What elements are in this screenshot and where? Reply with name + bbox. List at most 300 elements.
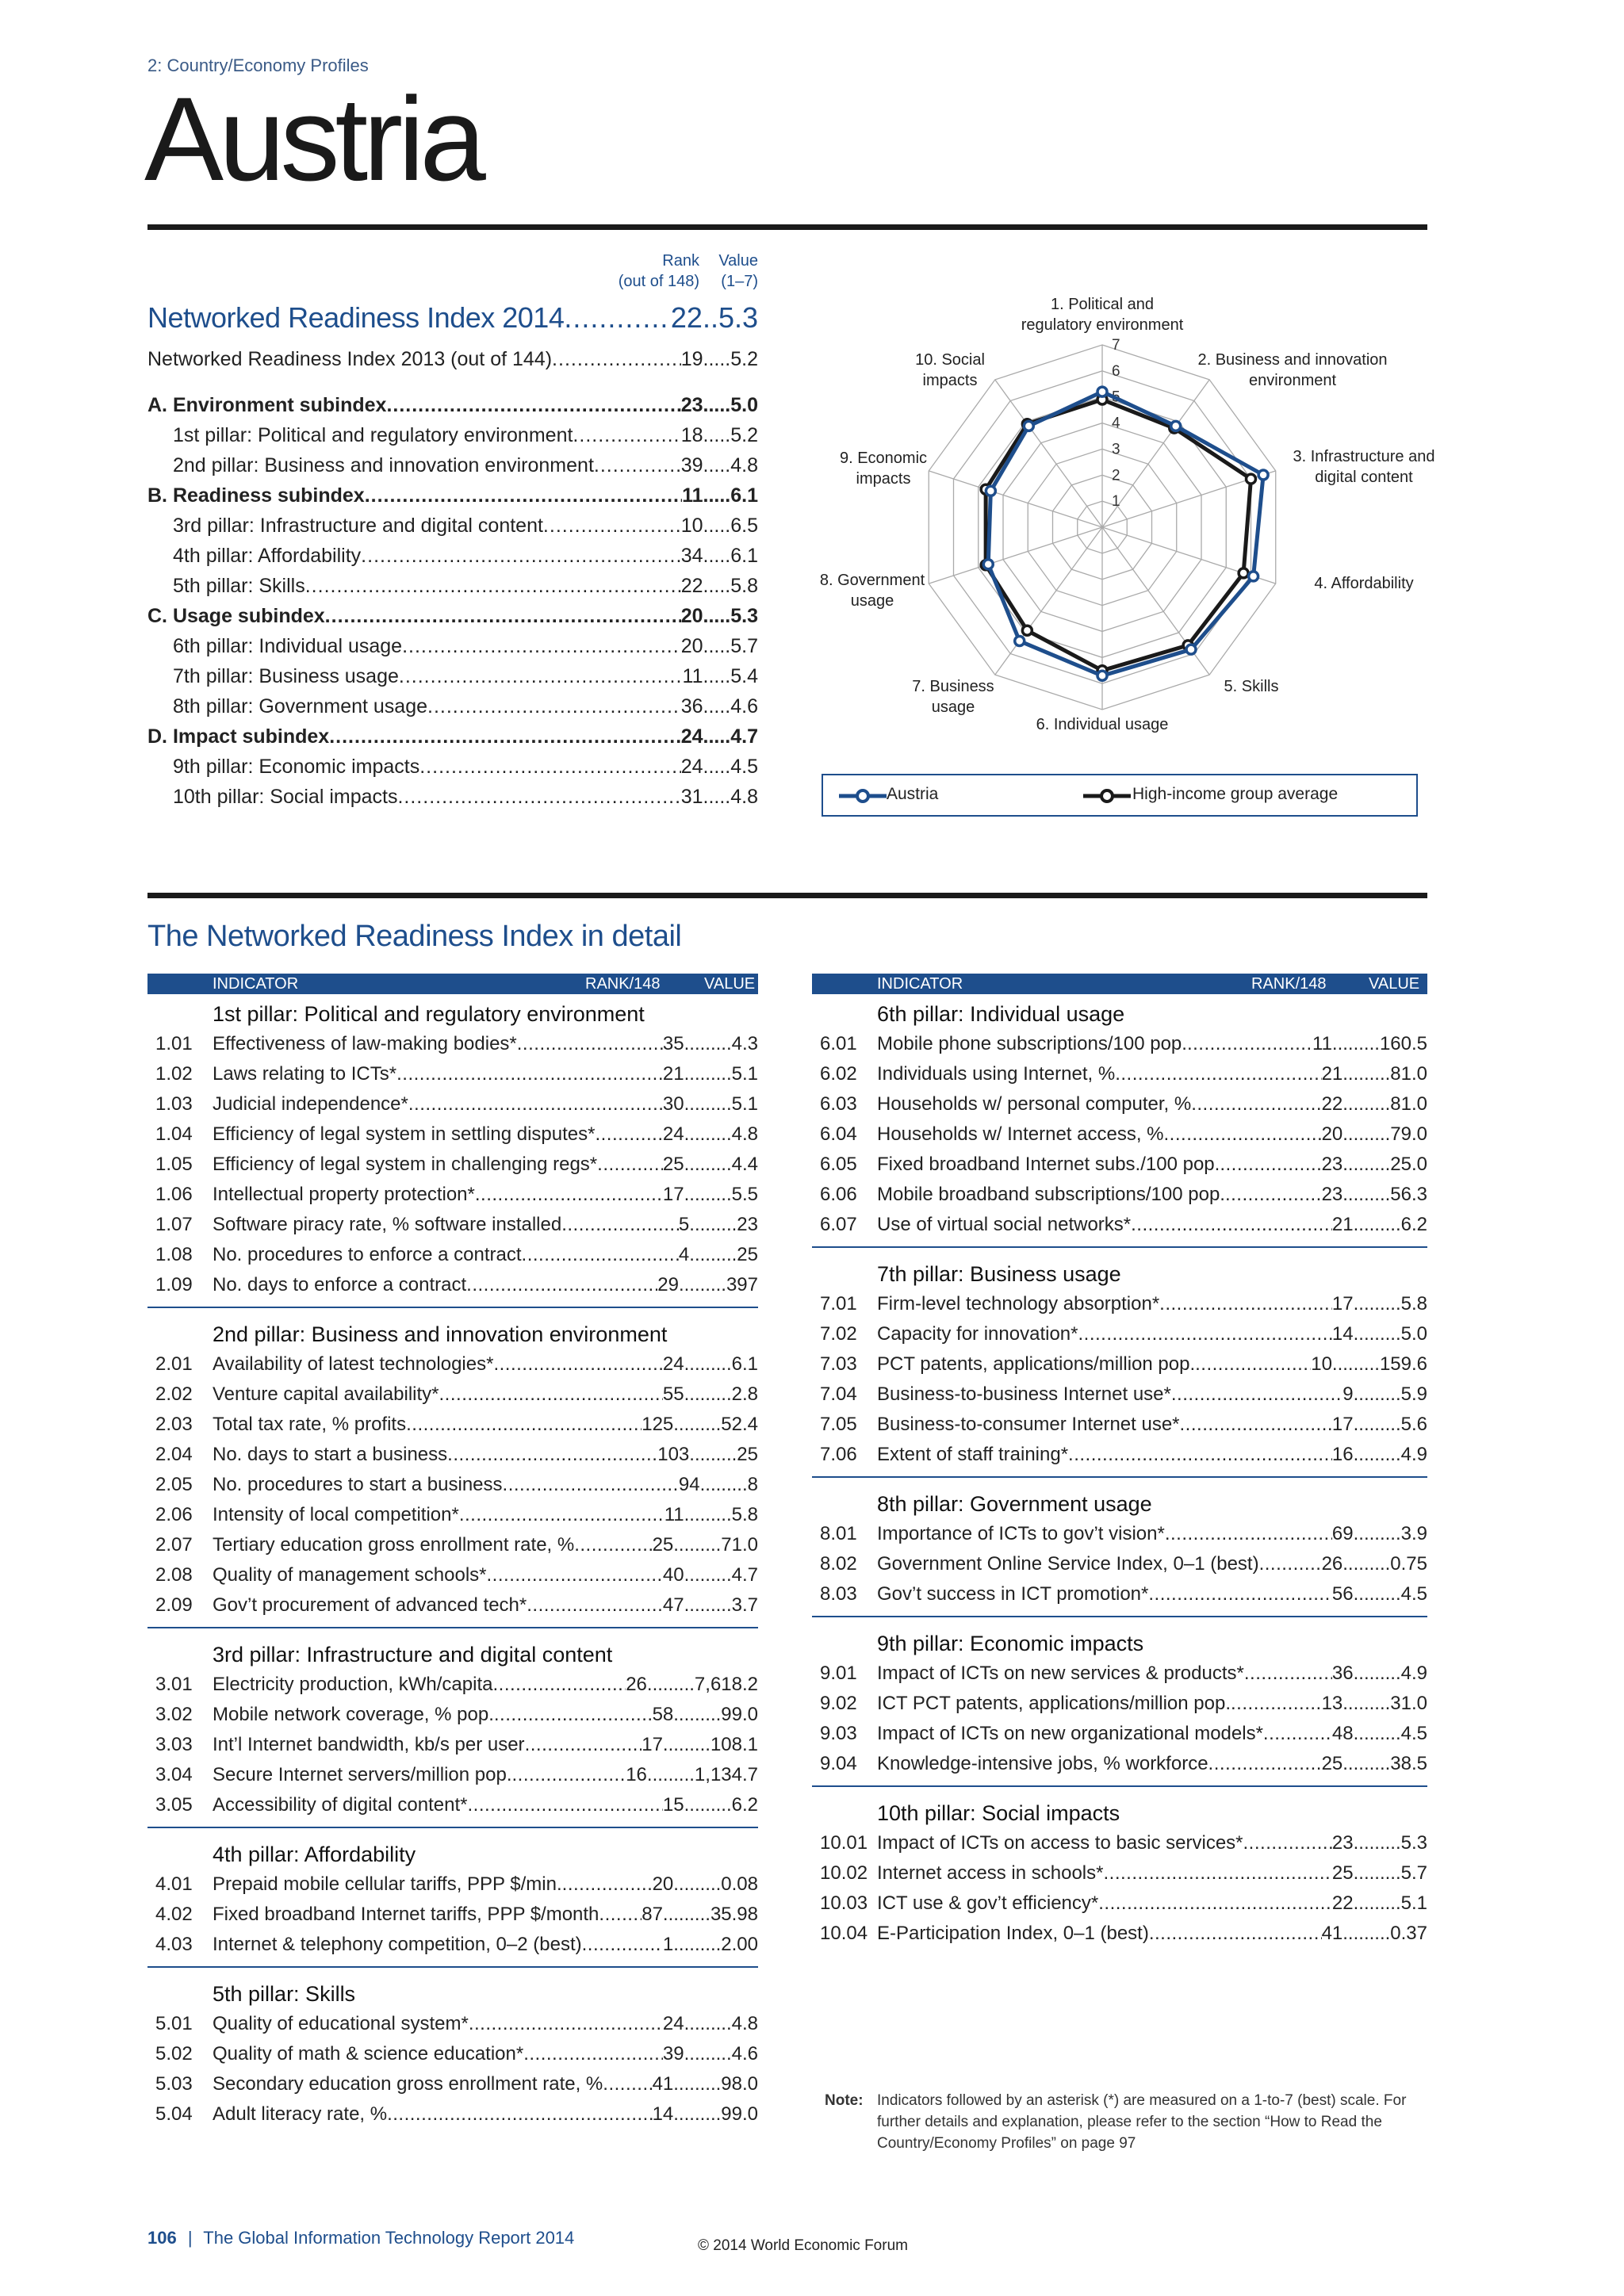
indicator-value: 159.6 bbox=[1379, 1353, 1427, 1375]
indicator-rank: 56 bbox=[1331, 1583, 1354, 1605]
indicator-row: 1.06 Intellectual property protection* ..... 17 ......... 5.5 bbox=[147, 1180, 758, 1210]
indicator-row: 1.01 Effectiveness of law-making bodies* ..... 35 ......... 4.3 bbox=[147, 1029, 758, 1059]
indicator-row: 3.04 Secure Internet servers/million pop. ..... 16 ......... 1,134.7 bbox=[147, 1760, 758, 1790]
indicator-rank: 125 bbox=[642, 1414, 674, 1435]
indicator-rank: 1 bbox=[662, 1934, 674, 1955]
indicator-rank: 17 bbox=[642, 1734, 663, 1755]
indicator-row: 2.04 No. days to start a business ..... 103 ......... 25 bbox=[147, 1440, 758, 1470]
indicator-value: 79.0 bbox=[1390, 1123, 1427, 1145]
axis-label-line: digital content bbox=[1315, 469, 1413, 486]
indicator-value: 160.5 bbox=[1379, 1033, 1427, 1054]
indicator-row: 7.02 Capacity for innovation* ..... 14 ......... 5.0 bbox=[812, 1319, 1427, 1349]
top-rule bbox=[147, 224, 1427, 230]
indicator-name: E-Participation Index, 0–1 (best) bbox=[877, 1923, 1149, 1944]
indicator-value: 5.3 bbox=[1400, 1832, 1427, 1854]
indicator-code: 2.02 bbox=[155, 1383, 193, 1405]
publication-title: The Global Information Technology Report 2014 bbox=[203, 2228, 575, 2248]
indicator-code: 7.03 bbox=[820, 1353, 857, 1375]
indicator-rank: 9 bbox=[1342, 1383, 1354, 1405]
series-point bbox=[1015, 637, 1025, 646]
indicator-row: 2.05 No. procedures to start a business ..... 94 ......... 8 bbox=[147, 1470, 758, 1500]
indicator-row: 7.06 Extent of staff training* ..... 16 ......... 4.9 bbox=[812, 1440, 1427, 1470]
indicator-row: 2.03 Total tax rate, % profits ..... 125 ......... 52.4 bbox=[147, 1410, 758, 1440]
indicator-code: 6.06 bbox=[820, 1184, 857, 1205]
indicator-rank: 25 bbox=[1331, 1862, 1354, 1884]
pillar-block bbox=[812, 1259, 1427, 1478]
indicator-value: 2.00 bbox=[721, 1934, 758, 1955]
indicator-row: 4.03 Internet & telephony competition, 0–2 (best) ..... 1 ......... 2.00 bbox=[147, 1930, 758, 1960]
indicator-name: Quality of educational system* bbox=[213, 2013, 469, 2034]
indicator-name: Mobile phone subscriptions/100 pop. bbox=[877, 1033, 1187, 1054]
indicator-value: 56.3 bbox=[1390, 1184, 1427, 1205]
indicator-row: 2.08 Quality of management schools* ..... 40 ......... 4.7 bbox=[147, 1560, 758, 1590]
indicator-rank: 69 bbox=[1331, 1523, 1354, 1544]
indicator-rank: 10 bbox=[1311, 1353, 1332, 1375]
indicator-value: 7,618.2 bbox=[694, 1674, 758, 1695]
indicator-value: 4.3 bbox=[731, 1033, 758, 1054]
indicator-name: Capacity for innovation* bbox=[877, 1323, 1078, 1345]
indicator-rank: 103 bbox=[657, 1444, 690, 1465]
indicator-row: 9.03 Impact of ICTs on new organizational models* ..... 48 ......... 4.5 bbox=[812, 1719, 1427, 1749]
series-point bbox=[1246, 474, 1255, 484]
indicator-code: 2.09 bbox=[155, 1594, 193, 1616]
indicator-row: 4.02 Fixed broadband Internet tariffs, PPP $/month ..... 87 ......... 35.98 bbox=[147, 1900, 758, 1930]
indicator-name: Laws relating to ICTs* bbox=[213, 1063, 397, 1085]
indicator-row: 6.04 Households w/ Internet access, % ..... 20 ......... 79.0 bbox=[812, 1119, 1427, 1150]
note: Note: Indicators followed by an asterisk (*) are measured on a 1-to-7 (best) scale. For further details and explanation, please refer to the section “How to Read the Country/Economy Profiles” on page 97 bbox=[825, 2092, 1407, 2152]
indicator-value: 4.9 bbox=[1400, 1663, 1427, 1684]
page-number: 106 bbox=[147, 2228, 177, 2248]
indicator-rank: 41 bbox=[652, 2073, 674, 2095]
indicator-rank: 94 bbox=[678, 1474, 700, 1495]
indicator-rank: 24 bbox=[662, 1353, 684, 1375]
section-label: 2: Country/Economy Profiles bbox=[147, 55, 369, 75]
series-point bbox=[1024, 421, 1033, 430]
indicator-name: Mobile broadband subscriptions/100 pop. bbox=[877, 1184, 1225, 1205]
indicator-value: 5.7 bbox=[1400, 1862, 1427, 1884]
indicator-row: 5.03 Secondary education gross enrollment rate, % ..... 41 ......... 98.0 bbox=[147, 2069, 758, 2099]
indicator-value: 3.9 bbox=[1400, 1523, 1427, 1544]
indicator-rank: 14 bbox=[652, 2103, 674, 2125]
indicator-code: 7.01 bbox=[820, 1293, 857, 1314]
left-pillars bbox=[147, 999, 758, 2136]
indicator-code: 4.03 bbox=[155, 1934, 193, 1955]
indicator-code: 5.02 bbox=[155, 2043, 193, 2064]
indicator-rank: 23 bbox=[1331, 1832, 1354, 1854]
indicator-code: 5.03 bbox=[155, 2073, 193, 2095]
indicator-rank: 87 bbox=[642, 1904, 663, 1925]
summary-row: A. Environment subindex ..... 23 ..... 5.0 bbox=[147, 390, 758, 420]
indicator-rank: 11 bbox=[1312, 1033, 1332, 1054]
indicator-row: 9.02 ICT PCT patents, applications/million pop. ..... 13 ......... 31.0 bbox=[812, 1689, 1427, 1719]
indicator-name: Total tax rate, % profits bbox=[213, 1414, 407, 1435]
detail-rule bbox=[147, 893, 1427, 898]
indicator-row: 3.02 Mobile network coverage, % pop. ..... 58 ......... 99.0 bbox=[147, 1700, 758, 1730]
indicator-name: No. days to enforce a contract bbox=[213, 1274, 467, 1295]
indicator-row: 4.01 Prepaid mobile cellular tariffs, PPP $/min. ..... 20 ......... 0.08 bbox=[147, 1869, 758, 1900]
summary-row: 7th pillar: Business usage ..... 11 ..... 5.4 bbox=[147, 661, 758, 691]
indicator-row: 10.02 Internet access in schools* ..... 25 ......... 5.7 bbox=[812, 1858, 1427, 1888]
indicator-rank: 15 bbox=[662, 1794, 684, 1816]
indicator-row: 10.04 E-Participation Index, 0–1 (best) ..... 41 ......... 0.37 bbox=[812, 1919, 1427, 1949]
indicator-value: 4.6 bbox=[731, 2043, 758, 2064]
indicator-name: Business-to-consumer Internet use* bbox=[877, 1414, 1180, 1435]
summary-row: 6th pillar: Individual usage ..... 20 ..... 5.7 bbox=[147, 631, 758, 661]
indicator-row: 8.02 Government Online Service Index, 0–1 (best) ..... 26 ......... 0.75 bbox=[812, 1549, 1427, 1579]
indicator-code: 2.07 bbox=[155, 1534, 193, 1556]
indicator-code: 6.01 bbox=[820, 1033, 857, 1054]
axis-label-line: 8. Government bbox=[819, 572, 925, 589]
indicator-name: ICT PCT patents, applications/million pop. bbox=[877, 1693, 1231, 1714]
indicator-name: Extent of staff training* bbox=[877, 1444, 1069, 1465]
pillar-title: 6th pillar: Individual usage bbox=[877, 1002, 1125, 1026]
indicator-code: 7.05 bbox=[820, 1414, 857, 1435]
indicator-value: 4.5 bbox=[1400, 1723, 1427, 1744]
indicator-row: 2.09 Gov’t procurement of advanced tech* ..... 47 ......... 3.7 bbox=[147, 1590, 758, 1621]
indicator-value: 81.0 bbox=[1390, 1093, 1427, 1115]
indicator-code: 1.05 bbox=[155, 1154, 193, 1175]
scale-tick-label: 1 bbox=[1112, 493, 1120, 511]
indicator-code: 9.03 bbox=[820, 1723, 857, 1744]
indicator-value: 6.1 bbox=[731, 1353, 758, 1375]
scale-tick-label: 5 bbox=[1112, 388, 1120, 406]
axis-label bbox=[1197, 351, 1387, 389]
indicator-code: 8.01 bbox=[820, 1523, 857, 1544]
grid-spoke bbox=[929, 527, 1102, 584]
indicator-row: 6.05 Fixed broadband Internet subs./100 pop. ..... 23 ......... 25.0 bbox=[812, 1150, 1427, 1180]
indicator-value: 1,134.7 bbox=[694, 1764, 758, 1785]
indicator-code: 2.08 bbox=[155, 1564, 193, 1586]
indicator-row: 9.04 Knowledge-intensive jobs, % workforce ..... 25 ......... 38.5 bbox=[812, 1749, 1427, 1779]
indicator-row: 8.03 Gov’t success in ICT promotion* ..... 56 ......... 4.5 bbox=[812, 1579, 1427, 1609]
axis-label-line: regulatory environment bbox=[1021, 316, 1184, 334]
indicator-name: Internet & telephony competition, 0–2 (best) bbox=[213, 1934, 582, 1955]
indicator-name: Efficiency of legal system in challenging regs* bbox=[213, 1154, 598, 1175]
pillar-block bbox=[812, 1798, 1427, 1955]
indicator-name: Fixed broadband Internet tariffs, PPP $/month bbox=[213, 1904, 599, 1925]
indicator-name: Effectiveness of law-making bodies* bbox=[213, 1033, 517, 1054]
indicator-value: 5.5 bbox=[731, 1184, 758, 1205]
series-point bbox=[983, 560, 993, 569]
axis-label bbox=[1293, 448, 1435, 486]
indicator-code: 4.01 bbox=[155, 1873, 193, 1895]
indicator-name: Use of virtual social networks* bbox=[877, 1214, 1132, 1235]
indicator-rank: 25 bbox=[652, 1534, 674, 1556]
pillar-title: 1st pillar: Political and regulatory environment bbox=[213, 1002, 645, 1026]
indicator-name: No. procedures to start a business bbox=[213, 1474, 503, 1495]
axis-label-line: 7. Business bbox=[912, 678, 994, 695]
indicator-name: Households w/ Internet access, % bbox=[877, 1123, 1164, 1145]
indicator-name: Int’l Internet bandwidth, kb/s per user bbox=[213, 1734, 525, 1755]
series-point bbox=[1239, 568, 1248, 578]
scale-tick-label: 7 bbox=[1112, 337, 1120, 354]
indicator-rank: 17 bbox=[1331, 1414, 1354, 1435]
indicator-row: 6.03 Households w/ personal computer, % ..... 22 ......... 81.0 bbox=[812, 1089, 1427, 1119]
indicator-name: Gov’t procurement of advanced tech* bbox=[213, 1594, 527, 1616]
indicator-row: 9.01 Impact of ICTs on new services & products* ..... 36 ......... 4.9 bbox=[812, 1659, 1427, 1689]
indicator-code: 10.03 bbox=[820, 1892, 868, 1914]
indicator-rank: 21 bbox=[1321, 1063, 1343, 1085]
indicator-rank: 17 bbox=[662, 1184, 684, 1205]
right-pillars bbox=[812, 999, 1427, 1955]
indicator-name: Availability of latest technologies* bbox=[213, 1353, 494, 1375]
indicator-value: 25 bbox=[737, 1444, 758, 1465]
right-table bbox=[812, 974, 1427, 1966]
summary-row: 9th pillar: Economic impacts ..... 24 ..... 4.5 bbox=[147, 752, 758, 782]
indicator-code: 1.06 bbox=[155, 1184, 193, 1205]
axis-label-line: 4. Affordability bbox=[1314, 575, 1414, 592]
indicator-value: 5.8 bbox=[1400, 1293, 1427, 1314]
indicator-row: 7.01 Firm-level technology absorption* ..... 17 ......... 5.8 bbox=[812, 1289, 1427, 1319]
summary-row: 5th pillar: Skills ..... 22 ..... 5.8 bbox=[147, 571, 758, 601]
indicator-value: 0.37 bbox=[1390, 1923, 1427, 1944]
indicator-code: 3.02 bbox=[155, 1704, 193, 1725]
indicator-name: Intensity of local competition* bbox=[213, 1504, 459, 1525]
indicator-row: 5.02 Quality of math & science education* ..... 39 ......... 4.6 bbox=[147, 2039, 758, 2069]
indicator-value: 0.75 bbox=[1390, 1553, 1427, 1575]
indicator-rank: 36 bbox=[1331, 1663, 1354, 1684]
pillar-title: 9th pillar: Economic impacts bbox=[877, 1632, 1144, 1655]
indicator-value: 99.0 bbox=[721, 2103, 758, 2125]
indicator-name: Households w/ personal computer, % bbox=[877, 1093, 1192, 1115]
summary-list bbox=[147, 344, 758, 812]
indicator-code: 8.02 bbox=[820, 1553, 857, 1575]
indicator-row: 5.04 Adult literacy rate, % ..... 14 ......... 99.0 bbox=[147, 2099, 758, 2130]
copyright: © 2014 World Economic Forum bbox=[698, 2237, 908, 2254]
indicator-row: 5.01 Quality of educational system* ..... 24 ......... 4.8 bbox=[147, 2009, 758, 2039]
indicator-code: 8.03 bbox=[820, 1583, 857, 1605]
radar-chart bbox=[817, 285, 1435, 840]
legend-highincome-marker bbox=[1083, 788, 1131, 804]
indicator-row: 1.04 Efficiency of legal system in settling disputes* ..... 24 ......... 4.8 bbox=[147, 1119, 758, 1150]
axis-label bbox=[1314, 575, 1413, 592]
indicator-code: 2.04 bbox=[155, 1444, 193, 1465]
axis-label-line: 5. Skills bbox=[1224, 678, 1279, 695]
indicator-value: 52.4 bbox=[721, 1414, 758, 1435]
indicator-value: 6.2 bbox=[731, 1794, 758, 1816]
indicator-name: Impact of ICTs on access to basic services* bbox=[877, 1832, 1243, 1854]
indicator-rank: 29 bbox=[657, 1274, 679, 1295]
indicator-code: 7.02 bbox=[820, 1323, 857, 1345]
scale-tick-label: 6 bbox=[1112, 362, 1120, 380]
indicator-value: 71.0 bbox=[721, 1534, 758, 1556]
indicator-row: 6.01 Mobile phone subscriptions/100 pop. ..... 11 ......... 160.5 bbox=[812, 1029, 1427, 1059]
axis-label-line: 9. Economic bbox=[839, 450, 928, 467]
indicator-value: 4.7 bbox=[731, 1564, 758, 1586]
pillar-title: 2nd pillar: Business and innovation environment bbox=[213, 1322, 668, 1346]
indicator-name: Efficiency of legal system in settling disputes* bbox=[213, 1123, 596, 1145]
pillar-block bbox=[147, 999, 758, 1308]
indicator-rank: 41 bbox=[1321, 1923, 1343, 1944]
indicator-rank: 23 bbox=[1321, 1184, 1343, 1205]
indicator-value: 5.9 bbox=[1400, 1383, 1427, 1405]
legend-highincome-label: High-income group average bbox=[1132, 785, 1339, 803]
indicator-name: Quality of management schools* bbox=[213, 1564, 487, 1586]
pillar-block bbox=[147, 1839, 758, 1968]
indicator-code: 2.03 bbox=[155, 1414, 193, 1435]
indicator-name: Venture capital availability* bbox=[213, 1383, 439, 1405]
axis-label-line: impacts bbox=[856, 470, 911, 488]
indicator-name: Fixed broadband Internet subs./100 pop. bbox=[877, 1154, 1220, 1175]
indicator-value: 0.08 bbox=[721, 1873, 758, 1895]
scale-tick-label: 3 bbox=[1112, 441, 1120, 458]
indicator-code: 6.03 bbox=[820, 1093, 857, 1115]
axis-label-line: 3. Infrastructure and bbox=[1293, 448, 1435, 465]
indicator-rank: 35 bbox=[662, 1033, 684, 1054]
indicator-code: 5.04 bbox=[155, 2103, 193, 2125]
detail-title: The Networked Readiness Index in detail bbox=[147, 920, 682, 953]
indicator-code: 2.01 bbox=[155, 1353, 193, 1375]
indicator-rank: 55 bbox=[662, 1383, 684, 1405]
indicator-row: 7.03 PCT patents, applications/million pop. ..... 10 ......... 159.6 bbox=[812, 1349, 1427, 1380]
pillar-title: 10th pillar: Social impacts bbox=[877, 1801, 1120, 1825]
indicator-name: Judicial independence* bbox=[213, 1093, 408, 1115]
indicator-row: 1.09 No. days to enforce a contract ..... 29 ......... 397 bbox=[147, 1270, 758, 1300]
indicator-value: 4.9 bbox=[1400, 1444, 1427, 1465]
pillar-block bbox=[812, 1628, 1427, 1787]
indicator-row: 6.07 Use of virtual social networks* ..... 21 ......... 6.2 bbox=[812, 1210, 1427, 1240]
indicator-value: 108.1 bbox=[710, 1734, 758, 1755]
indicator-row: 6.02 Individuals using Internet, % ..... 21 ......... 81.0 bbox=[812, 1059, 1427, 1089]
indicator-code: 1.01 bbox=[155, 1033, 193, 1054]
indicator-code: 9.04 bbox=[820, 1753, 857, 1774]
axis-label-line: 2. Business and innovation bbox=[1197, 351, 1388, 369]
indicator-name: Impact of ICTs on new organizational models* bbox=[877, 1723, 1263, 1744]
indicator-value: 5.6 bbox=[1400, 1414, 1427, 1435]
nri-2014-row: Networked Readiness Index 2014 ..... 22 .. 5.3 bbox=[147, 301, 758, 335]
left-table-header: INDICATOR RANK/148 VALUE bbox=[147, 974, 758, 994]
indicator-rank: 13 bbox=[1321, 1693, 1343, 1714]
indicator-row: 1.05 Efficiency of legal system in challenging regs* ..... 25 ......... 4.4 bbox=[147, 1150, 758, 1180]
indicator-row: 2.02 Venture capital availability* ..... 55 ......... 2.8 bbox=[147, 1380, 758, 1410]
indicator-rank: 47 bbox=[662, 1594, 684, 1616]
indicator-value: 5.0 bbox=[1400, 1323, 1427, 1345]
axis-label-line: usage bbox=[931, 698, 975, 716]
indicator-name: Secure Internet servers/million pop. bbox=[213, 1764, 512, 1785]
indicator-row: 7.05 Business-to-consumer Internet use* ..... 17 ......... 5.6 bbox=[812, 1410, 1427, 1440]
indicator-rank: 5 bbox=[678, 1214, 690, 1235]
series-point bbox=[986, 486, 995, 496]
indicator-name: Quality of math & science education* bbox=[213, 2043, 524, 2064]
right-table-header: INDICATOR RANK/148 VALUE bbox=[812, 974, 1427, 994]
indicator-code: 10.02 bbox=[820, 1862, 868, 1884]
indicator-code: 6.05 bbox=[820, 1154, 857, 1175]
indicator-rank: 14 bbox=[1331, 1323, 1354, 1345]
indicator-name: Impact of ICTs on new services & products* bbox=[877, 1663, 1244, 1684]
indicator-value: 8 bbox=[747, 1474, 758, 1495]
indicator-name: Adult literacy rate, % bbox=[213, 2103, 388, 2125]
indicator-name: Intellectual property protection* bbox=[213, 1184, 475, 1205]
indicator-rank: 25 bbox=[662, 1154, 684, 1175]
indicator-row: 6.06 Mobile broadband subscriptions/100 pop. ..... 23 ......... 56.3 bbox=[812, 1180, 1427, 1210]
summary-row: 4th pillar: Affordability ..... 34 ..... 6.1 bbox=[147, 541, 758, 571]
indicator-name: Secondary education gross enrollment rate, % bbox=[213, 2073, 603, 2095]
indicator-name: Mobile network coverage, % pop. bbox=[213, 1704, 494, 1725]
summary-row: C. Usage subindex ..... 20 ..... 5.3 bbox=[147, 601, 758, 631]
indicator-code: 1.04 bbox=[155, 1123, 193, 1145]
indicator-value: 4.8 bbox=[731, 1123, 758, 1145]
pillar-title: 8th pillar: Government usage bbox=[877, 1492, 1152, 1516]
summary-row: 10th pillar: Social impacts ..... 31 ..... 4.8 bbox=[147, 782, 758, 812]
indicator-code: 1.03 bbox=[155, 1093, 193, 1115]
indicator-row: 2.07 Tertiary education gross enrollment rate, % ..... 25 ......... 71.0 bbox=[147, 1530, 758, 1560]
summary-row: D. Impact subindex ..... 24 ..... 4.7 bbox=[147, 721, 758, 752]
indicator-rank: 21 bbox=[1331, 1214, 1354, 1235]
indicator-row: 10.03 ICT use & gov’t efficiency* ..... 22 ......... 5.1 bbox=[812, 1888, 1427, 1919]
series-point bbox=[1097, 387, 1107, 396]
indicator-name: Software piracy rate, % software installed bbox=[213, 1214, 562, 1235]
indicator-row: 10.01 Impact of ICTs on access to basic services* ..... 23 ......... 5.3 bbox=[812, 1828, 1427, 1858]
indicator-value: 3.7 bbox=[731, 1594, 758, 1616]
indicator-rank: 20 bbox=[652, 1873, 674, 1895]
indicator-code: 6.07 bbox=[820, 1214, 857, 1235]
indicator-code: 9.01 bbox=[820, 1663, 857, 1684]
indicator-rank: 48 bbox=[1331, 1723, 1354, 1744]
indicator-rank: 24 bbox=[662, 2013, 684, 2034]
indicator-value: 4.4 bbox=[731, 1154, 758, 1175]
axis-label-line: impacts bbox=[922, 372, 978, 389]
pillar-block bbox=[147, 1979, 758, 2136]
axis-label bbox=[1036, 716, 1169, 733]
indicator-value: 5.1 bbox=[1400, 1892, 1427, 1914]
indicator-rank: 21 bbox=[662, 1063, 684, 1085]
indicator-name: Internet access in schools* bbox=[877, 1862, 1104, 1884]
country-title: Austria bbox=[144, 72, 481, 205]
indicator-rank: 25 bbox=[1321, 1753, 1343, 1774]
indicator-value: 5.1 bbox=[731, 1063, 758, 1085]
indicator-row: 1.02 Laws relating to ICTs* ..... 21 ......... 5.1 bbox=[147, 1059, 758, 1089]
scale-tick-label: 2 bbox=[1112, 467, 1120, 484]
indicator-name: Knowledge-intensive jobs, % workforce bbox=[877, 1753, 1208, 1774]
indicator-code: 7.06 bbox=[820, 1444, 857, 1465]
indicator-row: 7.04 Business-to-business Internet use* ..... 9 ......... 5.9 bbox=[812, 1380, 1427, 1410]
indicator-name: Importance of ICTs to gov’t vision* bbox=[877, 1523, 1165, 1544]
summary-row: Networked Readiness Index 2013 (out of 144) ..... 19 ..... 5.2 bbox=[147, 344, 758, 374]
indicator-rank: 40 bbox=[662, 1564, 684, 1586]
indicator-value: 6.2 bbox=[1400, 1214, 1427, 1235]
axis-label bbox=[912, 678, 994, 716]
indicator-rank: 24 bbox=[662, 1123, 684, 1145]
indicator-value: 23 bbox=[737, 1214, 758, 1235]
value-header: Value (1–7) bbox=[718, 252, 758, 290]
pillar-title: 4th pillar: Affordability bbox=[213, 1843, 416, 1866]
indicator-code: 2.06 bbox=[155, 1504, 193, 1525]
indicator-value: 81.0 bbox=[1390, 1063, 1427, 1085]
indicator-code: 1.09 bbox=[155, 1274, 193, 1295]
indicator-value: 99.0 bbox=[721, 1704, 758, 1725]
indicator-row: 3.05 Accessibility of digital content* ..... 15 ......... 6.2 bbox=[147, 1790, 758, 1820]
indicator-name: ICT use & gov’t efficiency* bbox=[877, 1892, 1099, 1914]
indicator-row: 1.08 No. procedures to enforce a contract ..... 4 ......... 25 bbox=[147, 1240, 758, 1270]
indicator-code: 7.04 bbox=[820, 1383, 857, 1405]
axis-label-line: 6. Individual usage bbox=[1036, 716, 1169, 733]
axis-label-line: 10. Social bbox=[915, 351, 985, 369]
indicator-name: No. days to start a business bbox=[213, 1444, 448, 1465]
indicator-row: 1.03 Judicial independence* ..... 30 ......... 5.1 bbox=[147, 1089, 758, 1119]
indicator-rank: 58 bbox=[652, 1704, 674, 1725]
footer-left: 106 | The Global Information Technology Report 2014 bbox=[147, 2228, 575, 2248]
legend-austria-marker bbox=[839, 788, 887, 804]
indicator-row: 1.07 Software piracy rate, % software installed ..... 5 ......... 23 bbox=[147, 1210, 758, 1240]
indicator-name: Accessibility of digital content* bbox=[213, 1794, 468, 1816]
indicator-name: Tertiary education gross enrollment rate, % bbox=[213, 1534, 575, 1556]
pillar-block bbox=[812, 1489, 1427, 1617]
scale-tick-label: 4 bbox=[1112, 415, 1120, 432]
series-point bbox=[1249, 572, 1258, 581]
indicator-row: 3.01 Electricity production, kWh/capita ..... 26 ......... 7,618.2 bbox=[147, 1670, 758, 1700]
indicator-rank: 26 bbox=[1321, 1553, 1343, 1575]
axis-label-line: usage bbox=[850, 592, 894, 610]
